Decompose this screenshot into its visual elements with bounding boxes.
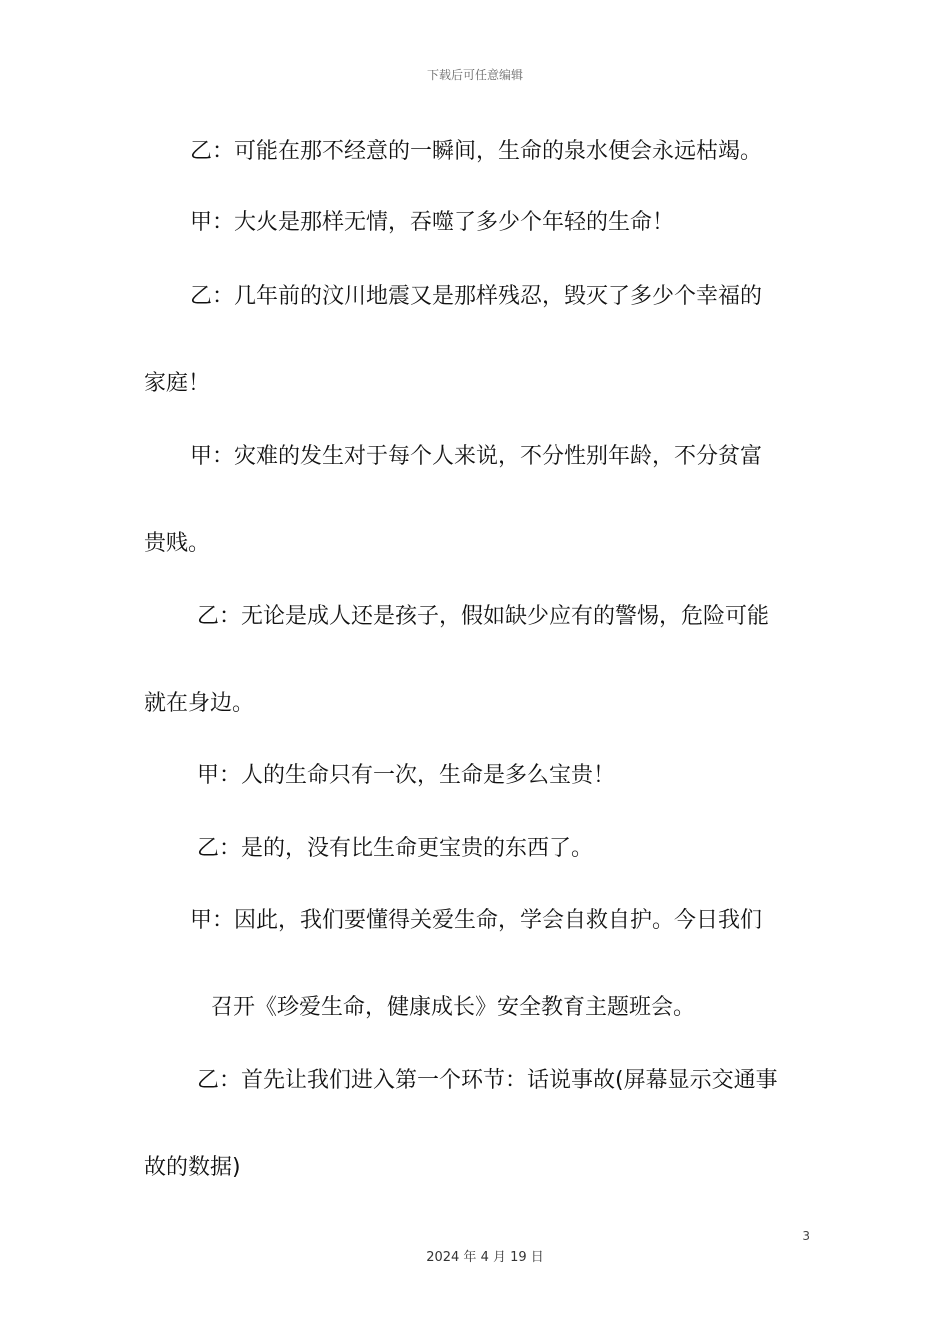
dialogue-line: 乙：可能在那不经意的一瞬间，生命的泉水便会永远枯竭。 bbox=[190, 139, 763, 164]
page-header: 下载后可任意编辑 bbox=[426, 68, 523, 82]
dialogue-line: 乙：几年前的汶川地震又是那样残忍，毁灭了多少个幸福的 bbox=[190, 284, 763, 309]
dialogue-line: 甲：大火是那样无情，吞噬了多少个年轻的生命！ bbox=[190, 210, 675, 235]
dialogue-line-continuation: 故的数据) bbox=[144, 1155, 241, 1180]
dialogue-line: 甲：人的生命只有一次，生命是多么宝贵！ bbox=[197, 763, 616, 788]
dialogue-line-continuation: 就在身边。 bbox=[144, 691, 255, 716]
dialogue-line-continuation: 贵贱。 bbox=[144, 531, 211, 556]
dialogue-line-continuation: 召开《珍爱生命，健康成长》安全教育主题班会。 bbox=[211, 995, 696, 1020]
dialogue-line: 乙：是的，没有比生命更宝贵的东西了。 bbox=[197, 836, 594, 861]
dialogue-line: 甲：灾难的发生对于每个人来说，不分性别年龄，不分贫富 bbox=[190, 444, 763, 469]
footer-date: 2024 年 4 月 19 日 bbox=[426, 1250, 544, 1265]
dialogue-line: 乙：首先让我们进入第一个环节：话说事故(屏幕显示交通事 bbox=[197, 1068, 778, 1093]
dialogue-line-continuation: 家庭！ bbox=[144, 371, 211, 396]
dialogue-line: 乙：无论是成人还是孩子，假如缺少应有的警惕，危险可能 bbox=[197, 604, 770, 629]
page-number: 3 bbox=[802, 1229, 810, 1243]
dialogue-line: 甲：因此，我们要懂得关爱生命，学会自救自护。今日我们 bbox=[190, 908, 763, 933]
